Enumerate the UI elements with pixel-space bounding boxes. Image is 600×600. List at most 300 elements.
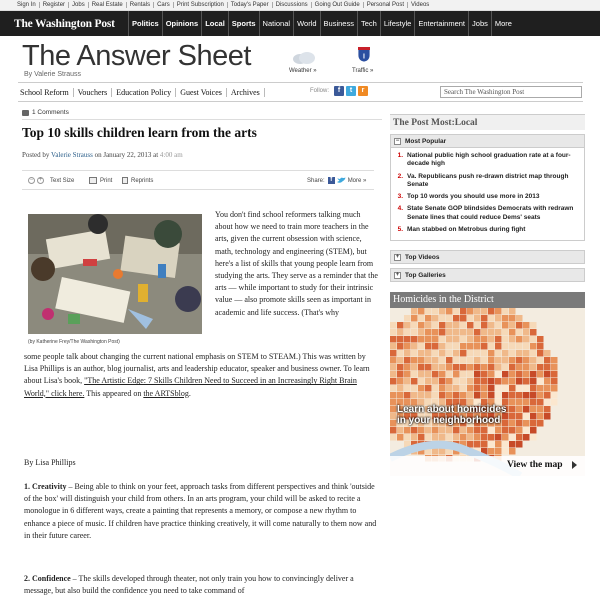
divider xyxy=(22,119,382,120)
comment-bubble-icon xyxy=(22,110,29,116)
utility-link[interactable]: Discussions xyxy=(273,2,312,8)
map-cell xyxy=(488,364,495,371)
map-cell xyxy=(467,364,474,371)
map-cell xyxy=(488,392,495,399)
blog-title[interactable]: The Answer Sheet xyxy=(22,40,251,72)
map-cell xyxy=(530,413,537,420)
subnav-item-school-reform[interactable]: School Reform xyxy=(18,88,74,97)
map-cell xyxy=(530,427,537,434)
map-cell xyxy=(544,364,551,371)
map-cell xyxy=(537,343,544,350)
utility-link[interactable]: Videos xyxy=(411,2,430,8)
utility-link[interactable]: Jobs xyxy=(69,2,89,8)
map-cell xyxy=(495,364,502,371)
appeared-suffix: . xyxy=(188,388,191,398)
map-cell xyxy=(390,378,397,385)
map-cell xyxy=(474,357,481,364)
map-cell xyxy=(397,371,404,378)
popular-headline[interactable]: State Senate GOP blindsides Democrats with redrawn Senate lines that could reduce Dems' seats xyxy=(407,205,574,221)
print-label: Print xyxy=(100,177,113,184)
map-cell xyxy=(460,308,467,315)
map-cell xyxy=(530,378,537,385)
map-cell xyxy=(460,392,467,399)
map-cell xyxy=(432,336,439,343)
map-cell xyxy=(397,427,404,434)
facebook-icon[interactable]: f xyxy=(334,86,344,96)
map-cell xyxy=(404,385,411,392)
map-cell xyxy=(530,329,537,336)
map-cell xyxy=(425,364,432,371)
nav-item-politics[interactable]: Politics xyxy=(128,11,162,36)
skill-creativity xyxy=(24,481,379,542)
map-cell xyxy=(411,329,418,336)
map-cell xyxy=(453,322,460,329)
map-cell xyxy=(544,357,551,364)
map-cell xyxy=(502,350,509,357)
map-cell xyxy=(390,336,397,343)
map-cell xyxy=(418,357,425,364)
map-cell xyxy=(418,322,425,329)
map-cell xyxy=(509,357,516,364)
weather-link[interactable]: Weather » xyxy=(289,68,317,74)
map-cell xyxy=(439,385,446,392)
map-cell xyxy=(537,385,544,392)
map-cell xyxy=(481,364,488,371)
map-cell xyxy=(453,350,460,357)
map-cell xyxy=(474,308,481,315)
map-cell xyxy=(425,357,432,364)
popular-headline[interactable]: Top 10 words you should use more in 2013 xyxy=(407,193,540,201)
map-cell xyxy=(495,448,502,455)
map-cell xyxy=(523,371,530,378)
map-cell xyxy=(495,392,502,399)
map-cell xyxy=(397,434,404,441)
share-facebook-icon[interactable]: f xyxy=(328,177,335,184)
map-cell xyxy=(439,448,446,455)
map-cell xyxy=(523,434,530,441)
nav-item-more[interactable]: More xyxy=(491,11,515,36)
map-cell xyxy=(453,371,460,378)
map-cell xyxy=(502,322,509,329)
map-cell xyxy=(467,434,474,441)
map-cell xyxy=(425,434,432,441)
map-cell xyxy=(404,427,411,434)
map-cell xyxy=(432,448,439,455)
map-cell xyxy=(523,357,530,364)
map-cell xyxy=(474,329,481,336)
map-cell xyxy=(418,392,425,399)
map-cell xyxy=(488,441,495,448)
homicide-map[interactable] xyxy=(390,308,585,476)
map-cell xyxy=(425,329,432,336)
map-cell xyxy=(530,357,537,364)
map-cell xyxy=(481,441,488,448)
popular-item[interactable] xyxy=(395,193,580,201)
map-cell xyxy=(432,378,439,385)
map-cell xyxy=(453,357,460,364)
map-cell xyxy=(481,336,488,343)
nav-item-national[interactable]: National xyxy=(259,11,294,36)
text-size-decrease-icon[interactable]: − xyxy=(29,177,34,183)
most-popular-box xyxy=(390,134,585,241)
map-cell xyxy=(516,427,523,434)
article-toolbar xyxy=(22,170,374,190)
map-cell xyxy=(432,322,439,329)
map-cell xyxy=(467,315,474,322)
map-cell xyxy=(481,329,488,336)
map-cell xyxy=(411,315,418,322)
map-cell xyxy=(481,322,488,329)
map-cell xyxy=(488,378,495,385)
map-cell xyxy=(523,322,530,329)
map-cell xyxy=(453,329,460,336)
map-cell xyxy=(418,371,425,378)
map-cell xyxy=(460,343,467,350)
map-cell xyxy=(390,434,397,441)
map-cell xyxy=(390,420,397,427)
map-cell xyxy=(397,385,404,392)
map-cell xyxy=(502,434,509,441)
map-cell xyxy=(509,448,516,455)
nav-item-opinions[interactable]: Opinions xyxy=(162,11,202,36)
map-cell xyxy=(509,378,516,385)
map-cell xyxy=(397,357,404,364)
map-cell xyxy=(404,357,411,364)
map-cell xyxy=(404,336,411,343)
map-cell xyxy=(425,315,432,322)
map-cell xyxy=(474,315,481,322)
map-cell xyxy=(390,322,397,329)
top-videos-tab[interactable] xyxy=(390,250,585,264)
map-cell xyxy=(551,371,558,378)
map-cell xyxy=(523,392,530,399)
subnav-item-archives[interactable]: Archives xyxy=(227,88,265,97)
map-cell xyxy=(467,427,474,434)
map-cell xyxy=(516,343,523,350)
map-cell xyxy=(516,413,523,420)
map-cell xyxy=(495,441,502,448)
map-cell xyxy=(432,371,439,378)
map-cell xyxy=(425,350,432,357)
weather-icon[interactable] xyxy=(290,50,318,66)
map-cell xyxy=(544,399,551,406)
popular-headline[interactable]: National public high school graduation rate at a four-decade high xyxy=(407,152,571,168)
map-cell xyxy=(453,427,460,434)
map-cell xyxy=(439,322,446,329)
map-cell xyxy=(474,343,481,350)
map-cell xyxy=(446,343,453,350)
map-cell xyxy=(446,350,453,357)
reprints-button[interactable] xyxy=(122,177,153,184)
share-twitter-icon[interactable] xyxy=(337,177,346,184)
utility-link[interactable]: Real Estate xyxy=(89,2,127,8)
map-cell xyxy=(439,434,446,441)
map-cell xyxy=(516,420,523,427)
map-cell xyxy=(537,336,544,343)
map-cell xyxy=(502,329,509,336)
share-more-button[interactable]: More » xyxy=(347,177,367,184)
most-popular-tab[interactable] xyxy=(391,135,584,148)
map-cell xyxy=(495,329,502,336)
map-cell xyxy=(481,427,488,434)
map-cell xyxy=(474,364,481,371)
map-cell xyxy=(523,364,530,371)
map-cell xyxy=(495,427,502,434)
popular-item[interactable] xyxy=(395,205,580,222)
print-button[interactable] xyxy=(89,177,112,184)
article-intro: You don't find school reformers talking much about how we need to train more teachers in the arts, given the current obsession with science, math, technology and engineering (STEM), but here's a list of skills that young people learn from studying the arts. They serve as a reminder that the arts — while important to study for their intrinsic value — also promote skills seen as important in academic and life success. (That's why xyxy=(215,210,378,317)
popular-rank: 5. xyxy=(397,226,403,234)
map-cell xyxy=(474,350,481,357)
popular-rank: 1. xyxy=(397,152,403,159)
map-cell xyxy=(425,322,432,329)
nav-item-local[interactable]: Local xyxy=(201,11,228,36)
map-cell xyxy=(537,350,544,357)
map-cell xyxy=(390,357,397,364)
map-cell xyxy=(467,343,474,350)
map-cell xyxy=(523,385,530,392)
map-cell xyxy=(411,371,418,378)
utility-link[interactable]: Cars xyxy=(154,2,174,8)
nav-item-business[interactable]: Business xyxy=(320,11,357,36)
map-cell xyxy=(439,392,446,399)
map-cell xyxy=(404,329,411,336)
subnav-item-guest-voices[interactable]: Guest Voices xyxy=(176,88,227,97)
map-cell xyxy=(397,350,404,357)
map-cell xyxy=(502,427,509,434)
map-cell xyxy=(551,378,558,385)
map-cell xyxy=(495,322,502,329)
map-label[interactable]: Learn about homicides in your neighborhood xyxy=(397,404,507,426)
map-cell xyxy=(467,357,474,364)
map-cell xyxy=(530,350,537,357)
traffic-sign-label: I xyxy=(363,53,365,61)
nav-item-jobs[interactable]: Jobs xyxy=(468,11,491,36)
map-cell xyxy=(446,385,453,392)
map-cell xyxy=(523,329,530,336)
map-cell xyxy=(467,308,474,315)
map-cell xyxy=(488,329,495,336)
map-cell xyxy=(467,378,474,385)
map-cell xyxy=(509,385,516,392)
map-cell xyxy=(425,385,432,392)
map-cell xyxy=(481,378,488,385)
utility-link[interactable]: Register xyxy=(40,2,69,8)
map-cell xyxy=(432,315,439,322)
map-cell xyxy=(488,427,495,434)
map-cell xyxy=(460,322,467,329)
print-icon xyxy=(89,177,97,184)
map-cell xyxy=(481,315,488,322)
map-cell xyxy=(474,434,481,441)
comments-link[interactable] xyxy=(22,109,69,116)
map-cell xyxy=(397,336,404,343)
map-cell xyxy=(453,336,460,343)
map-cell xyxy=(502,378,509,385)
map-cell xyxy=(516,350,523,357)
map-cell xyxy=(481,357,488,364)
map-cell xyxy=(418,329,425,336)
map-cell xyxy=(404,434,411,441)
map-cell xyxy=(544,350,551,357)
map-cell xyxy=(425,336,432,343)
popular-item[interactable] xyxy=(395,173,580,190)
main-nav xyxy=(0,11,600,36)
map-cell xyxy=(495,385,502,392)
top-videos-label: Top Videos xyxy=(405,253,440,261)
map-cell xyxy=(523,378,530,385)
map-cell xyxy=(509,392,516,399)
map-cell xyxy=(411,343,418,350)
nav-item-lifestyle[interactable]: Lifestyle xyxy=(380,11,415,36)
map-cell xyxy=(537,378,544,385)
map-cell xyxy=(502,308,509,315)
map-cell xyxy=(502,385,509,392)
map-cell xyxy=(411,385,418,392)
utility-link[interactable]: Personal Post xyxy=(364,2,408,8)
arrow-right-icon[interactable] xyxy=(572,461,577,469)
map-cell xyxy=(404,350,411,357)
map-cell xyxy=(411,434,418,441)
map-cell xyxy=(404,322,411,329)
map-cell xyxy=(467,371,474,378)
map-cell xyxy=(537,364,544,371)
utility-link[interactable]: Print Subscription xyxy=(174,2,228,8)
map-cell xyxy=(530,322,537,329)
author-link[interactable]: Valerie Strauss xyxy=(51,151,93,159)
rss-icon[interactable]: r xyxy=(358,86,368,96)
nav-item-sports[interactable]: Sports xyxy=(228,11,259,36)
popular-item[interactable] xyxy=(395,152,580,169)
popular-headline[interactable]: Man stabbed on Metrobus during fight xyxy=(407,226,526,234)
map-cell xyxy=(516,364,523,371)
utility-link[interactable]: Going Out Guide xyxy=(312,2,364,8)
map-cell xyxy=(425,392,432,399)
map-cell xyxy=(446,308,453,315)
article-headline: Top 10 skills children learn from the arts xyxy=(22,125,257,140)
most-popular-label: Most Popular xyxy=(405,137,447,145)
map-cell xyxy=(460,329,467,336)
map-cell xyxy=(523,427,530,434)
site-logo[interactable]: The Washington Post xyxy=(14,17,115,30)
map-cell xyxy=(460,357,467,364)
map-cell xyxy=(390,364,397,371)
comments-count[interactable]: 1 Comments xyxy=(32,109,69,116)
map-cell xyxy=(502,336,509,343)
map-cell xyxy=(418,315,425,322)
expand-icon[interactable]: + xyxy=(395,253,400,260)
map-cell xyxy=(390,392,397,399)
map-cell xyxy=(509,441,516,448)
artsblog-link[interactable]: the ARTSblog xyxy=(143,388,189,398)
map-cell xyxy=(446,322,453,329)
nav-item-world[interactable]: World xyxy=(293,11,319,36)
map-cell xyxy=(439,315,446,322)
top-galleries-tab[interactable] xyxy=(390,268,585,282)
twitter-icon[interactable]: t xyxy=(346,86,356,96)
subnav-item-vouchers[interactable]: Vouchers xyxy=(74,88,113,97)
map-cell xyxy=(439,350,446,357)
map-cell xyxy=(432,434,439,441)
map-cell xyxy=(404,343,411,350)
map-cell xyxy=(460,385,467,392)
subnav-item-education-policy[interactable]: Education Policy xyxy=(112,88,176,97)
share-label: Share: xyxy=(307,177,325,184)
map-cell xyxy=(425,371,432,378)
map-cell xyxy=(523,350,530,357)
map-cell xyxy=(481,343,488,350)
map-cell xyxy=(432,385,439,392)
map-cell xyxy=(551,392,558,399)
map-cell xyxy=(411,392,418,399)
map-cell xyxy=(481,308,488,315)
map-cell xyxy=(418,385,425,392)
map-cell xyxy=(397,343,404,350)
view-map-button[interactable]: View the map xyxy=(507,460,563,470)
utility-link[interactable]: Rentals xyxy=(127,2,154,8)
nav-item-entertainment[interactable]: Entertainment xyxy=(414,11,468,36)
article-intro-continued xyxy=(24,351,379,400)
map-cell xyxy=(495,434,502,441)
map-cell xyxy=(509,336,516,343)
search-input[interactable]: Search The Washington Post xyxy=(440,86,582,98)
map-cell xyxy=(523,336,530,343)
follow-label: Follow: xyxy=(310,88,330,94)
map-cell xyxy=(502,392,509,399)
map-cell xyxy=(523,413,530,420)
map-cell xyxy=(544,371,551,378)
post-most-header: The Post Most:Local xyxy=(390,114,585,130)
map-cell xyxy=(425,308,432,315)
map-cell xyxy=(432,392,439,399)
map-cell xyxy=(495,343,502,350)
map-cell xyxy=(537,371,544,378)
nav-items xyxy=(128,11,515,36)
traffic-link[interactable]: Traffic » xyxy=(352,68,374,74)
map-cell xyxy=(453,308,460,315)
map-cell xyxy=(544,392,551,399)
popular-rank: 4. xyxy=(397,205,403,213)
skill-creativity-text: – Being able to think on your feet, approach tasks from different perspectives and think 'outside of the box' will distinguish your child from others. In an arts program, your child will be asked to recite a monologue in 6 different ways, create a painting that represents a memory, or compose a new rhythm to enhance a piece of music. If children have practice thinking creatively, it will come naturally to them now and in their future career. xyxy=(24,482,377,540)
traffic-icon[interactable] xyxy=(357,45,371,63)
popular-item[interactable] xyxy=(395,226,580,234)
expand-icon[interactable]: + xyxy=(395,271,400,278)
post-date: on January 22, 2013 at xyxy=(94,151,159,159)
posted-by-label: Posted by xyxy=(22,151,50,159)
nav-item-tech[interactable]: Tech xyxy=(357,11,380,36)
map-cell xyxy=(439,357,446,364)
map-cell xyxy=(397,378,404,385)
collapse-icon[interactable]: − xyxy=(395,137,400,144)
map-cell xyxy=(537,413,544,420)
popular-headline[interactable]: Va. Republicans push re-drawn district map through Senate xyxy=(407,172,569,188)
map-cell xyxy=(516,336,523,343)
map-cell xyxy=(418,336,425,343)
utility-link[interactable]: Today's Paper xyxy=(228,2,273,8)
photo-caption: (by Katherine Frey/The Washington Post) xyxy=(28,339,120,345)
book-link[interactable]: "The Artistic Edge: 7 Skills Children Need to Succeed in an Increasingly Right Brain World," click here. xyxy=(24,376,357,398)
map-cell xyxy=(418,308,425,315)
map-cell xyxy=(467,350,474,357)
utility-link[interactable]: Sign In xyxy=(14,2,40,8)
text-size-increase-icon[interactable]: + xyxy=(38,177,43,183)
map-cell xyxy=(439,378,446,385)
map-cell xyxy=(537,392,544,399)
utility-bar xyxy=(0,0,600,11)
map-cell xyxy=(502,315,509,322)
map-cell xyxy=(460,434,467,441)
post-time: 4:00 am xyxy=(159,151,183,159)
